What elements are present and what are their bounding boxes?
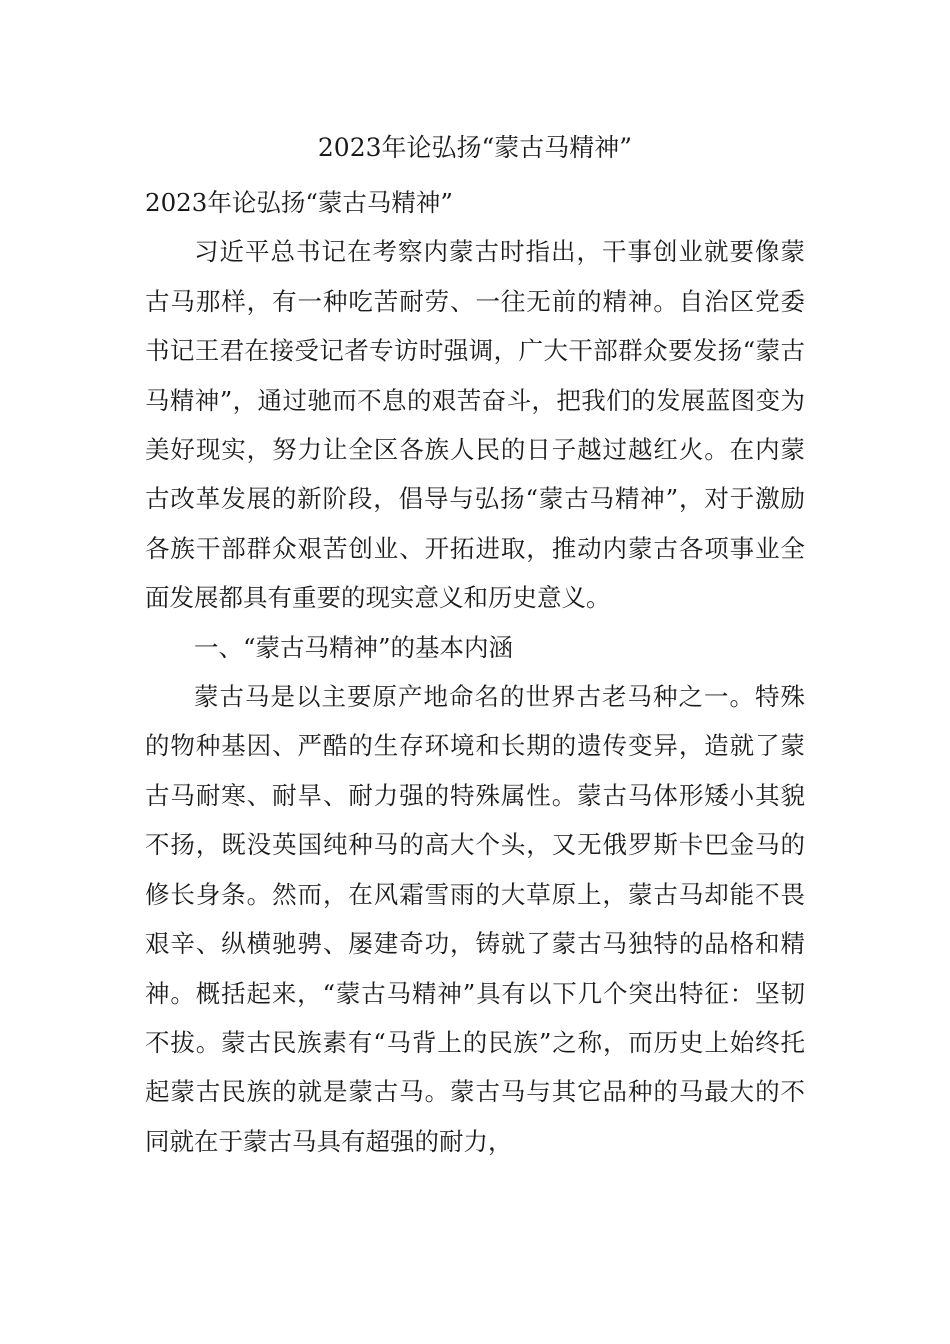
document-body (145, 178, 805, 1166)
intro-paragraph: 习近平总书记在考察内蒙古时指出，干事创业就要像蒙古马那样，有一种吃苦耐劳、一往无前的精神。自治区党委书记王君在接受记者专访时强调，广大干部群众要发扬“蒙古马精神”，通过驰而不息的艰苦奋斗，把我们的发展蓝图变为美好现实，努力让全区各族人民的日子越过越红火。在内蒙古改革发展的新阶段，倡导与弘扬“蒙古马精神”，对于激励各族干部群众艰苦创业、开拓进取，推动内蒙古各项事业全面发展都具有重要的现实意义和历史意义。 (145, 237, 805, 613)
section-heading: 一、“蒙古马精神”的基本内涵 (194, 632, 514, 662)
document-subtitle: 2023年论弘扬“蒙古马精神” (145, 188, 453, 217)
document-title: 2023年论弘扬“蒙古马精神” (317, 133, 633, 162)
body-paragraph: 蒙古马是以主要原产地命名的世界古老马种之一。特殊的物种基因、严酷的生存环境和长期的遗传变异，造就了蒙古马耐寒、耐旱、耐力强的特殊属性。蒙古马体形矮小其貌不扬，既没英国纯种马的高大个头，又无俄罗斯卡巴金马的修长身条。然而，在风霜雪雨的大草原上，蒙古马却能不畏艰辛、纵横驰骋、屡建奇功，铸就了蒙古马独特的品格和精神。概括起来，“蒙古马精神”具有以下几个突出特征：坚韧不拔。蒙古民族素有“马背上的民族”之称，而历史上始终托起蒙古民族的就是蒙古马。蒙古马与其它品种的马最大的不同就在于蒙古马具有超强的耐力， (145, 682, 805, 1156)
